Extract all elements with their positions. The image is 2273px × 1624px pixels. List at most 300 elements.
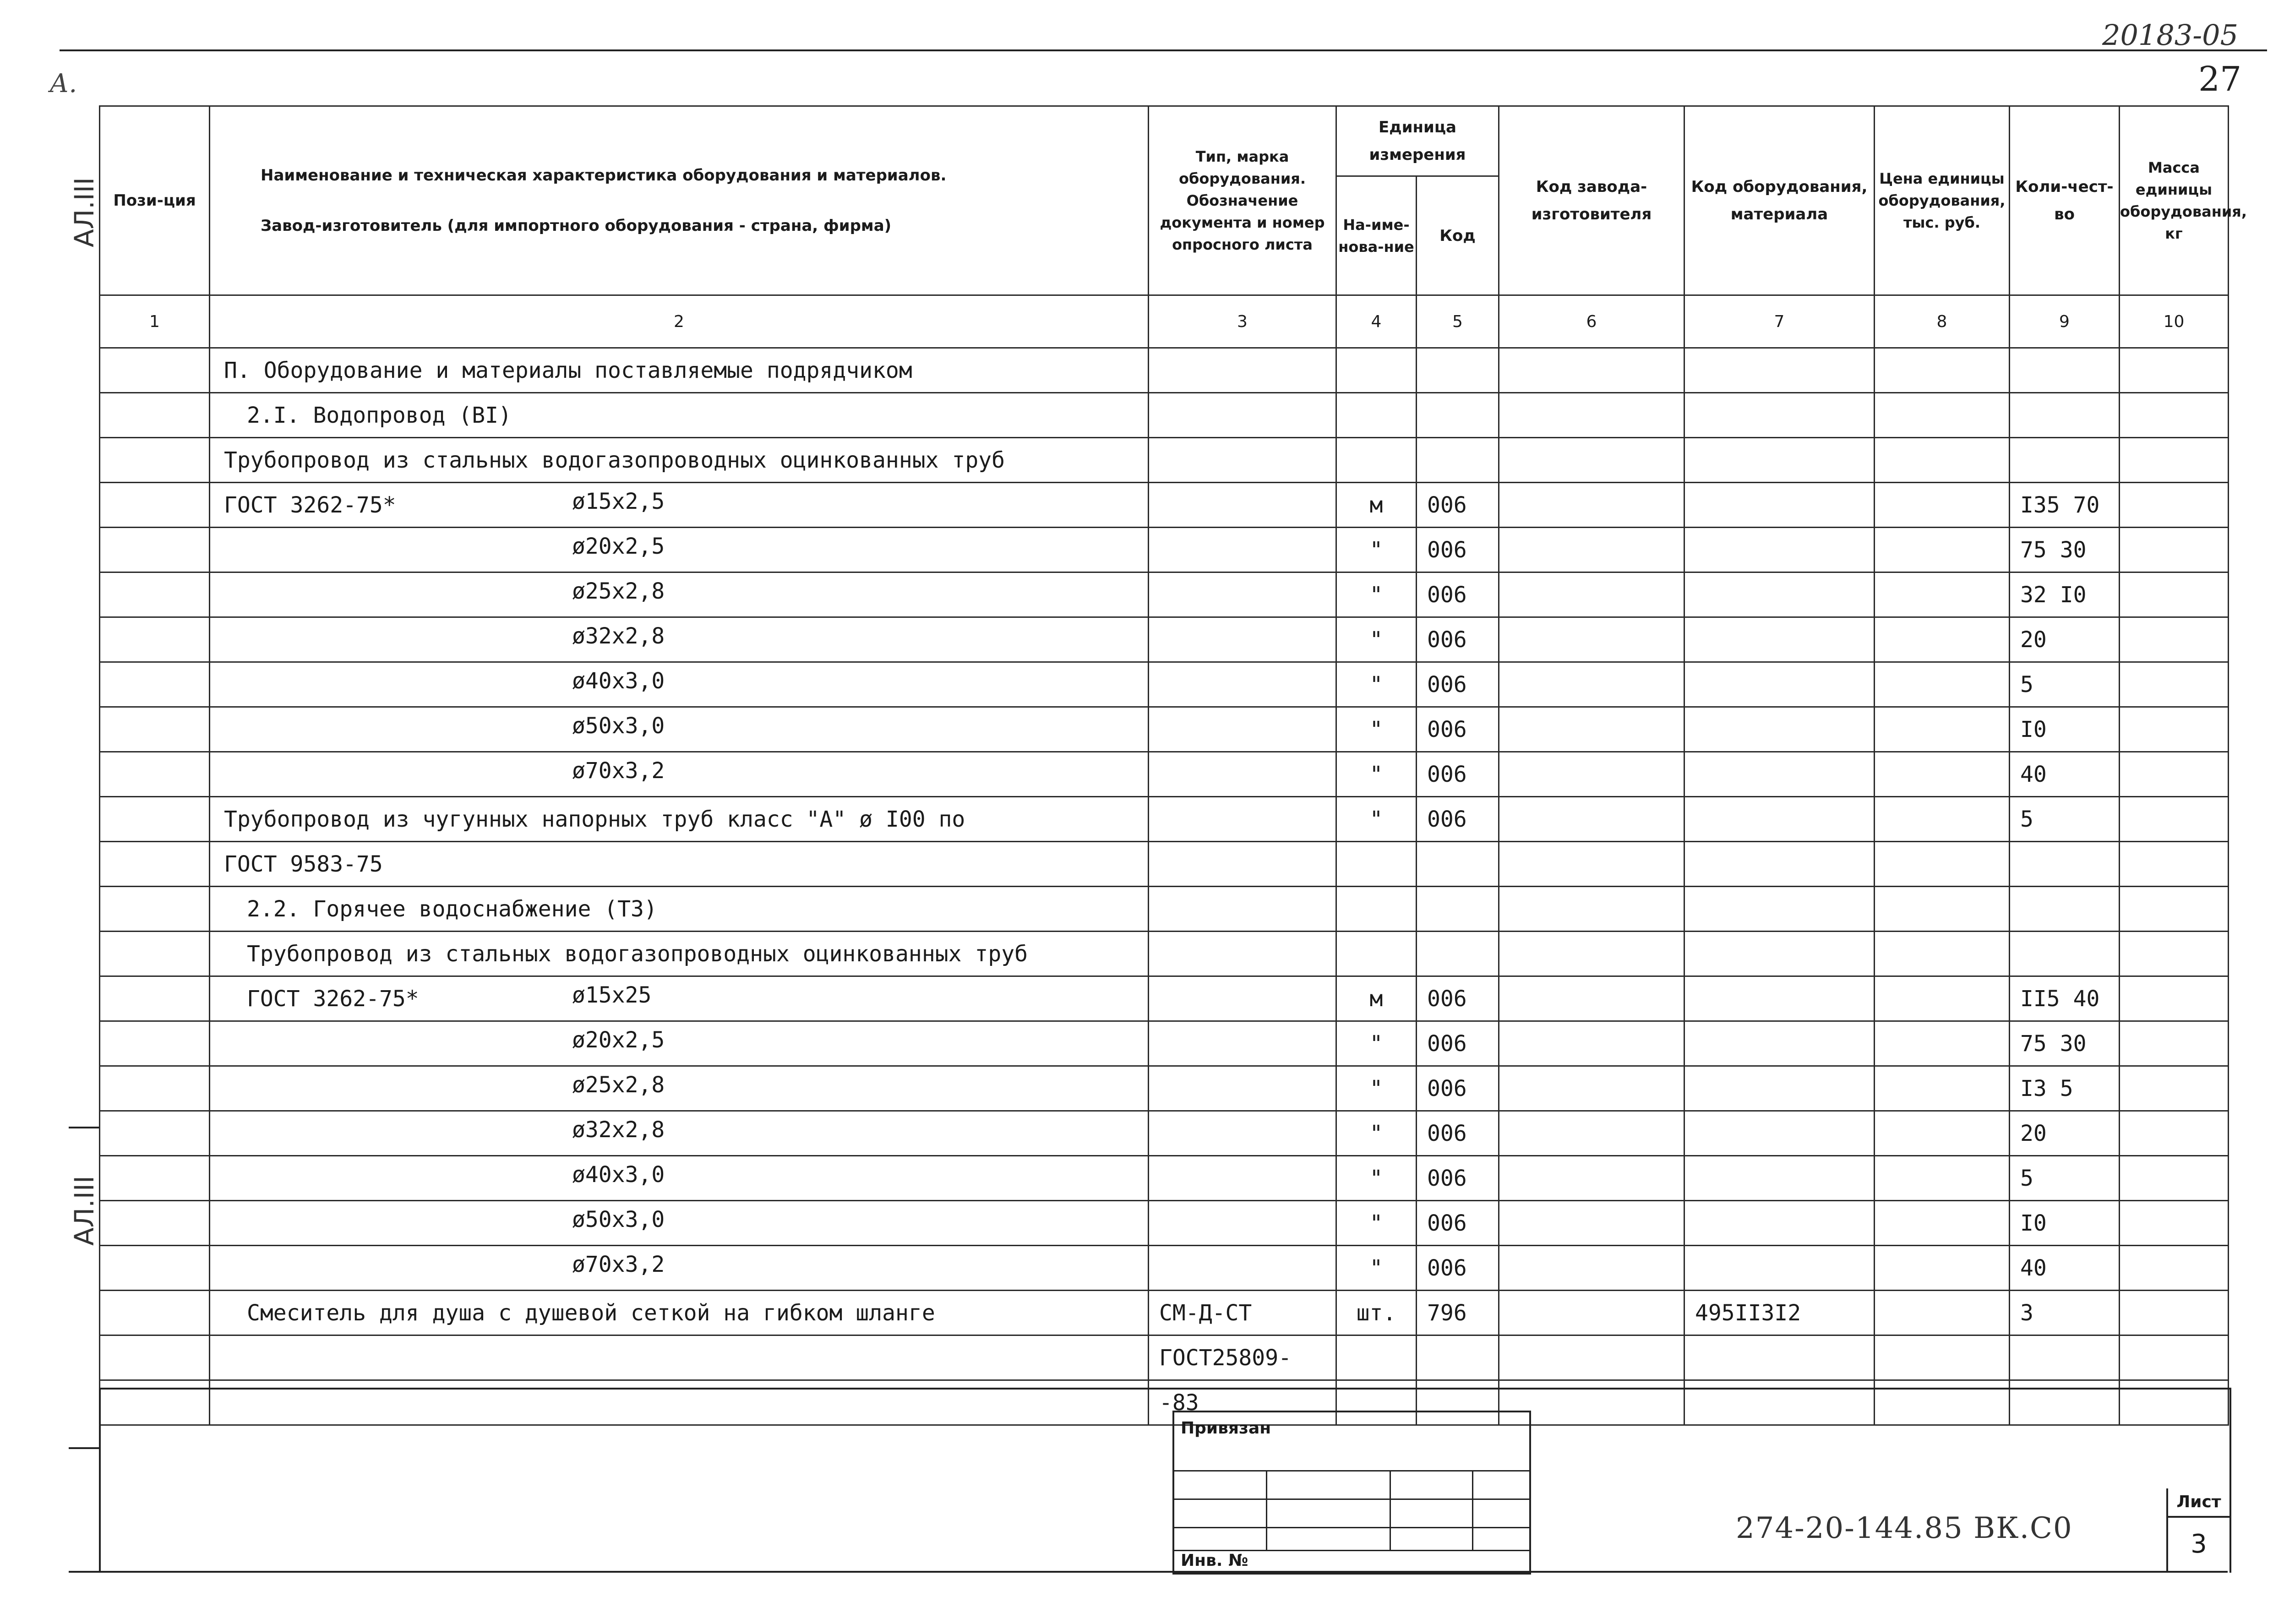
cell-quantity: 5 (2010, 1156, 2120, 1201)
item-name: ГОСТ 9583-75 (224, 851, 383, 877)
cell-type (1149, 1246, 1336, 1291)
cell-equipment-code (1684, 1156, 1875, 1201)
cell-position (100, 976, 210, 1021)
cell-unit-code: 006 (1417, 1021, 1499, 1066)
cell-price (1875, 572, 2010, 617)
cell-equipment-code (1684, 932, 1875, 976)
table-row (100, 528, 2229, 572)
stamp-inventory-label: Инв. № (1181, 1551, 1248, 1570)
table-row (100, 1246, 2229, 1291)
cell-position (100, 1291, 210, 1335)
cell-mass (2120, 1021, 2229, 1066)
cell-plant-code (1499, 1335, 1684, 1380)
cell-mass (2120, 1291, 2229, 1335)
table-row (100, 842, 2229, 887)
cell-unit-name: м (1336, 976, 1417, 1021)
cell-equipment-code (1684, 842, 1875, 887)
col-number: 10 (2120, 295, 2229, 348)
cell-name (210, 797, 1149, 842)
cell-type (1149, 932, 1336, 976)
pipe-diameter: ø20x2,5 (572, 534, 665, 559)
cell-position (100, 707, 210, 752)
cell-position (100, 752, 210, 797)
item-name: 2.I. Водопровод (BI) (247, 402, 512, 428)
cell-type (1149, 976, 1336, 1021)
cell-type (1149, 348, 1336, 393)
pipe-diameter: ø32x2,8 (572, 623, 665, 649)
cell-unit-code: 006 (1417, 976, 1499, 1021)
cell-position (100, 348, 210, 393)
item-name: П. Оборудование и материалы поставляемые подрядчиком (224, 357, 912, 383)
col-number: 6 (1499, 295, 1684, 348)
cell-plant-code (1499, 887, 1684, 932)
cell-price (1875, 348, 2010, 393)
cell-position (100, 1111, 210, 1156)
cell-quantity (2010, 348, 2120, 393)
cell-mass (2120, 348, 2229, 393)
cell-price (1875, 797, 2010, 842)
header-price: Цена единицы оборудования, тыс. руб. (1875, 106, 2010, 295)
cell-price (1875, 1066, 2010, 1111)
cell-mass (2120, 932, 2229, 976)
cell-unit-code (1417, 1335, 1499, 1380)
margin-tick (69, 1447, 99, 1449)
cell-equipment-code (1684, 483, 1875, 528)
header-plant-code: Код завода-изготовителя (1499, 106, 1684, 295)
header-name-main: Наименование и техническая характеристика оборудования и материалов. (261, 166, 947, 185)
stamp-rule (1390, 1470, 1391, 1550)
cell-unit-name: " (1336, 528, 1417, 572)
cell-quantity: 3 (2010, 1291, 2120, 1335)
specification-table (99, 105, 2247, 1426)
col-number: 1 (100, 295, 210, 348)
cell-unit-code (1417, 932, 1499, 976)
cell-equipment-code (1684, 887, 1875, 932)
table-row (100, 1066, 2229, 1111)
header-unit: Единица измерения (1336, 106, 1499, 176)
cell-unit-code: 006 (1417, 1111, 1499, 1156)
cell-unit-code: 006 (1417, 1246, 1499, 1291)
cell-plant-code (1499, 393, 1684, 438)
cell-name (210, 662, 1149, 707)
col-number: 2 (210, 295, 1149, 348)
pipe-diameter: ø15x25 (572, 982, 652, 1008)
stamp-rule (1174, 1527, 1529, 1528)
margin-tick (69, 1127, 99, 1128)
cell-price (1875, 1021, 2010, 1066)
cell-price (1875, 617, 2010, 662)
cell-unit-name: " (1336, 752, 1417, 797)
cell-type (1149, 528, 1336, 572)
table-row (100, 483, 2229, 528)
cell-position (100, 797, 210, 842)
cell-mass (2120, 662, 2229, 707)
cell-unit-name: " (1336, 1066, 1417, 1111)
cell-type (1149, 393, 1336, 438)
table-row (100, 1335, 2229, 1380)
cell-equipment-code (1684, 572, 1875, 617)
cell-mass (2120, 438, 2229, 483)
cell-unit-name: " (1336, 1246, 1417, 1291)
cell-quantity: 32 I0 (2010, 572, 2120, 617)
cell-quantity: II5 40 (2010, 976, 2120, 1021)
header-name-sub: Завод-изготовитель (для импортного оборудования - страна, фирма) (261, 217, 892, 235)
stamp-rule (1174, 1499, 1529, 1500)
cell-plant-code (1499, 1246, 1684, 1291)
stamp-rule (1472, 1470, 1473, 1550)
cell-plant-code (1499, 797, 1684, 842)
cell-equipment-code: 495II3I2 (1684, 1291, 1875, 1335)
top-rule (60, 49, 2267, 51)
cell-price (1875, 662, 2010, 707)
cell-unit-name (1336, 932, 1417, 976)
cell-type (1149, 572, 1336, 617)
cell-plant-code (1499, 348, 1684, 393)
cell-price (1875, 1335, 2010, 1380)
cell-type (1149, 1201, 1336, 1246)
cell-mass (2120, 752, 2229, 797)
cell-plant-code (1499, 1291, 1684, 1335)
table-row (100, 1111, 2229, 1156)
side-label-bottom: АЛ.III (69, 1175, 100, 1246)
table-row (100, 1156, 2229, 1201)
cell-position (100, 438, 210, 483)
header-unit-name: На-име-нова-ние (1336, 176, 1417, 295)
cell-price (1875, 1156, 2010, 1201)
cell-price (1875, 438, 2010, 483)
header-name (210, 106, 1149, 295)
cell-mass (2120, 1066, 2229, 1111)
cell-plant-code (1499, 662, 1684, 707)
cell-quantity (2010, 393, 2120, 438)
cell-name (210, 1335, 1149, 1380)
item-name: 2.2. Горячее водоснабжение (Т3) (247, 896, 657, 922)
cell-price (1875, 1201, 2010, 1246)
cell-unit-name: м (1336, 483, 1417, 528)
cell-type: -83 (1149, 1380, 1336, 1425)
bottom-rule (69, 1571, 2228, 1573)
cell-price (1875, 1246, 2010, 1291)
table-row (100, 438, 2229, 483)
cell-quantity: 75 30 (2010, 1021, 2120, 1066)
cell-unit-name: шт. (1336, 1291, 1417, 1335)
cell-name (210, 1201, 1149, 1246)
cell-name (210, 1111, 1149, 1156)
cell-name (210, 976, 1149, 1021)
cell-mass (2120, 707, 2229, 752)
cell-name (210, 932, 1149, 976)
cell-quantity: I3 5 (2010, 1066, 2120, 1111)
cell-quantity (2010, 887, 2120, 932)
binding-stamp (1172, 1411, 1531, 1575)
cell-unit-code (1417, 438, 1499, 483)
cell-equipment-code (1684, 1246, 1875, 1291)
cell-equipment-code (1684, 1201, 1875, 1246)
cell-type (1149, 617, 1336, 662)
cell-name (210, 348, 1149, 393)
cell-price (1875, 976, 2010, 1021)
cell-unit-code (1417, 842, 1499, 887)
cell-unit-name: " (1336, 1021, 1417, 1066)
cell-plant-code (1499, 483, 1684, 528)
cell-mass (2120, 483, 2229, 528)
cell-name (210, 1021, 1149, 1066)
cell-plant-code (1499, 1156, 1684, 1201)
cell-position (100, 617, 210, 662)
cell-equipment-code (1684, 528, 1875, 572)
cell-quantity: I0 (2010, 1201, 2120, 1246)
cell-plant-code (1499, 976, 1684, 1021)
cell-plant-code (1499, 1066, 1684, 1111)
cell-plant-code (1499, 572, 1684, 617)
cell-unit-name (1336, 393, 1417, 438)
cell-name (210, 1291, 1149, 1335)
cell-equipment-code (1684, 752, 1875, 797)
cell-position (100, 932, 210, 976)
cell-name (210, 528, 1149, 572)
cell-position (100, 662, 210, 707)
pipe-diameter: ø70x3,2 (572, 758, 665, 784)
cell-mass (2120, 528, 2229, 572)
cell-quantity: 5 (2010, 797, 2120, 842)
cell-name (210, 483, 1149, 528)
table-row (100, 393, 2229, 438)
cell-equipment-code (1684, 1111, 1875, 1156)
sheet-corner-number: 27 (2198, 60, 2242, 99)
pipe-diameter: ø25x2,8 (572, 1072, 665, 1098)
cell-name (210, 887, 1149, 932)
header-equipment-code: Код оборудования, материала (1684, 106, 1875, 295)
cell-mass (2120, 393, 2229, 438)
cell-position (100, 393, 210, 438)
cell-price (1875, 887, 2010, 932)
cell-position (100, 1335, 210, 1380)
table-row (100, 1291, 2229, 1335)
cell-quantity: 20 (2010, 617, 2120, 662)
header-position: Пози-ция (100, 106, 210, 295)
table-header (100, 106, 2247, 348)
cell-position (100, 842, 210, 887)
cell-type (1149, 752, 1336, 797)
table-row (100, 662, 2229, 707)
col-number: 4 (1336, 295, 1417, 348)
cell-unit-code: 006 (1417, 1066, 1499, 1111)
corner-mark: А. (49, 69, 77, 98)
cell-type: ГОСТ25809- (1149, 1335, 1336, 1380)
cell-unit-name: " (1336, 572, 1417, 617)
handwritten-doc-number: 20183-05 (2102, 18, 2239, 52)
cell-unit-name: " (1336, 797, 1417, 842)
table-body (100, 348, 2229, 1425)
table-row (100, 932, 2229, 976)
cell-name (210, 752, 1149, 797)
cell-equipment-code (1684, 1335, 1875, 1380)
cell-plant-code (1499, 1021, 1684, 1066)
cell-unit-name: " (1336, 1111, 1417, 1156)
item-name: Трубопровод из стальных водогазопроводных оцинкованных труб (224, 447, 1005, 473)
cell-name (210, 1156, 1149, 1201)
cell-mass (2120, 1246, 2229, 1291)
table-row (100, 348, 2229, 393)
cell-plant-code (1499, 752, 1684, 797)
cell-quantity: 20 (2010, 1111, 2120, 1156)
cell-plant-code (1499, 1201, 1684, 1246)
cell-unit-code: 006 (1417, 572, 1499, 617)
cell-type (1149, 483, 1336, 528)
header-quantity: Коли-чест-во (2010, 106, 2120, 295)
cell-type (1149, 1111, 1336, 1156)
cell-price (1875, 752, 2010, 797)
cell-quantity (2010, 842, 2120, 887)
col-number: 9 (2010, 295, 2120, 348)
cell-mass (2120, 1156, 2229, 1201)
cell-unit-code: 006 (1417, 797, 1499, 842)
cell-position (100, 1066, 210, 1111)
cell-name (210, 617, 1149, 662)
cell-unit-code: 006 (1417, 662, 1499, 707)
cell-equipment-code (1684, 617, 1875, 662)
cell-price (1875, 393, 2010, 438)
cell-mass (2120, 1111, 2229, 1156)
pipe-diameter: ø20x2,5 (572, 1027, 665, 1053)
cell-name (210, 572, 1149, 617)
cell-quantity: I35 70 (2010, 483, 2120, 528)
cell-type (1149, 887, 1336, 932)
cell-equipment-code (1684, 1066, 1875, 1111)
cell-unit-code: 006 (1417, 1156, 1499, 1201)
cell-position (100, 1021, 210, 1066)
cell-position (100, 1246, 210, 1291)
cell-equipment-code (1684, 393, 1875, 438)
cell-mass (2120, 842, 2229, 887)
stamp-label: Привязан (1181, 1419, 1271, 1438)
cell-name (210, 1246, 1149, 1291)
cell-plant-code (1499, 707, 1684, 752)
cell-equipment-code (1684, 348, 1875, 393)
table-row (100, 707, 2229, 752)
cell-mass (2120, 1201, 2229, 1246)
cell-price (1875, 707, 2010, 752)
sheet-label: Лист (2168, 1488, 2229, 1518)
col-number: 3 (1149, 295, 1336, 348)
cell-unit-code (1417, 393, 1499, 438)
cell-position (100, 1201, 210, 1246)
cell-unit-name (1336, 1335, 1417, 1380)
cell-mass (2120, 976, 2229, 1021)
cell-type (1149, 662, 1336, 707)
document-number: 274-20-144.85 ВК.С0 (1736, 1511, 2073, 1545)
cell-quantity: I0 (2010, 707, 2120, 752)
table-row (100, 1021, 2229, 1066)
cell-unit-name: " (1336, 1201, 1417, 1246)
stamp-rule (1174, 1470, 1529, 1471)
cell-unit-name (1336, 348, 1417, 393)
cell-name (210, 1066, 1149, 1111)
pipe-diameter: ø40x3,0 (572, 1162, 665, 1188)
pipe-diameter: ø50x3,0 (572, 713, 665, 739)
col-number: 5 (1417, 295, 1499, 348)
cell-type (1149, 842, 1336, 887)
cell-plant-code (1499, 932, 1684, 976)
table-row (100, 572, 2229, 617)
cell-equipment-code (1684, 797, 1875, 842)
cell-unit-name (1336, 438, 1417, 483)
pipe-diameter: ø70x3,2 (572, 1252, 665, 1277)
cell-equipment-code (1684, 662, 1875, 707)
cell-type: СМ-Д-СТ (1149, 1291, 1336, 1335)
item-name: Трубопровод из чугунных напорных труб класс "А" ø I00 по (224, 806, 965, 832)
cell-type (1149, 1156, 1336, 1201)
cell-equipment-code (1684, 707, 1875, 752)
cell-unit-name: " (1336, 1156, 1417, 1201)
col-number: 7 (1684, 295, 1875, 348)
table-row (100, 752, 2229, 797)
table-row (100, 1201, 2229, 1246)
cell-unit-code (1417, 348, 1499, 393)
cell-unit-code: 006 (1417, 528, 1499, 572)
cell-position (100, 1156, 210, 1201)
cell-quantity: 40 (2010, 752, 2120, 797)
cell-unit-code: 006 (1417, 617, 1499, 662)
cell-plant-code (1499, 528, 1684, 572)
item-name: Смеситель для душа с душевой сеткой на гибком шланге (247, 1300, 935, 1326)
pipe-diameter: ø40x3,0 (572, 668, 665, 694)
table-row (100, 617, 2229, 662)
cell-unit-code: 796 (1417, 1291, 1499, 1335)
cell-equipment-code (1684, 1021, 1875, 1066)
side-label-top: АЛ.III (69, 177, 100, 247)
cell-quantity: 75 30 (2010, 528, 2120, 572)
table-row (100, 797, 2229, 842)
pipe-diameter: ø25x2,8 (572, 578, 665, 604)
cell-price (1875, 932, 2010, 976)
pipe-diameter: ø50x3,0 (572, 1207, 665, 1232)
cell-mass (2120, 887, 2229, 932)
cell-type (1149, 438, 1336, 483)
header-type: Тип, марка оборудования. Обозначение документа и номер опросного листа (1149, 106, 1336, 295)
cell-price (1875, 1111, 2010, 1156)
cell-equipment-code (1684, 438, 1875, 483)
cell-type (1149, 1021, 1336, 1066)
stamp-rule (1266, 1470, 1267, 1550)
cell-quantity (2010, 438, 2120, 483)
cell-type (1149, 1066, 1336, 1111)
cell-position (100, 572, 210, 617)
cell-price (1875, 1291, 2010, 1335)
cell-quantity: 40 (2010, 1246, 2120, 1291)
cell-mass (2120, 1335, 2229, 1380)
cell-unit-code (1417, 887, 1499, 932)
cell-unit-code: 006 (1417, 707, 1499, 752)
cell-unit-code: 006 (1417, 752, 1499, 797)
item-name: Трубопровод из стальных водогазопроводных оцинкованных труб (247, 941, 1028, 967)
cell-mass (2120, 572, 2229, 617)
cell-unit-code: 006 (1417, 1201, 1499, 1246)
pipe-diameter: ø32x2,8 (572, 1117, 665, 1143)
table-row (100, 887, 2229, 932)
col-number: 8 (1875, 295, 2010, 348)
item-name: ГОСТ 3262-75* (247, 986, 419, 1012)
cell-plant-code (1499, 438, 1684, 483)
cell-position (100, 887, 210, 932)
header-mass: Масса единицы оборудования, кг (2120, 106, 2229, 295)
cell-type (1149, 707, 1336, 752)
cell-quantity (2010, 932, 2120, 976)
cell-plant-code (1499, 842, 1684, 887)
cell-quantity: 5 (2010, 662, 2120, 707)
cell-unit-name: " (1336, 617, 1417, 662)
cell-name (210, 842, 1149, 887)
